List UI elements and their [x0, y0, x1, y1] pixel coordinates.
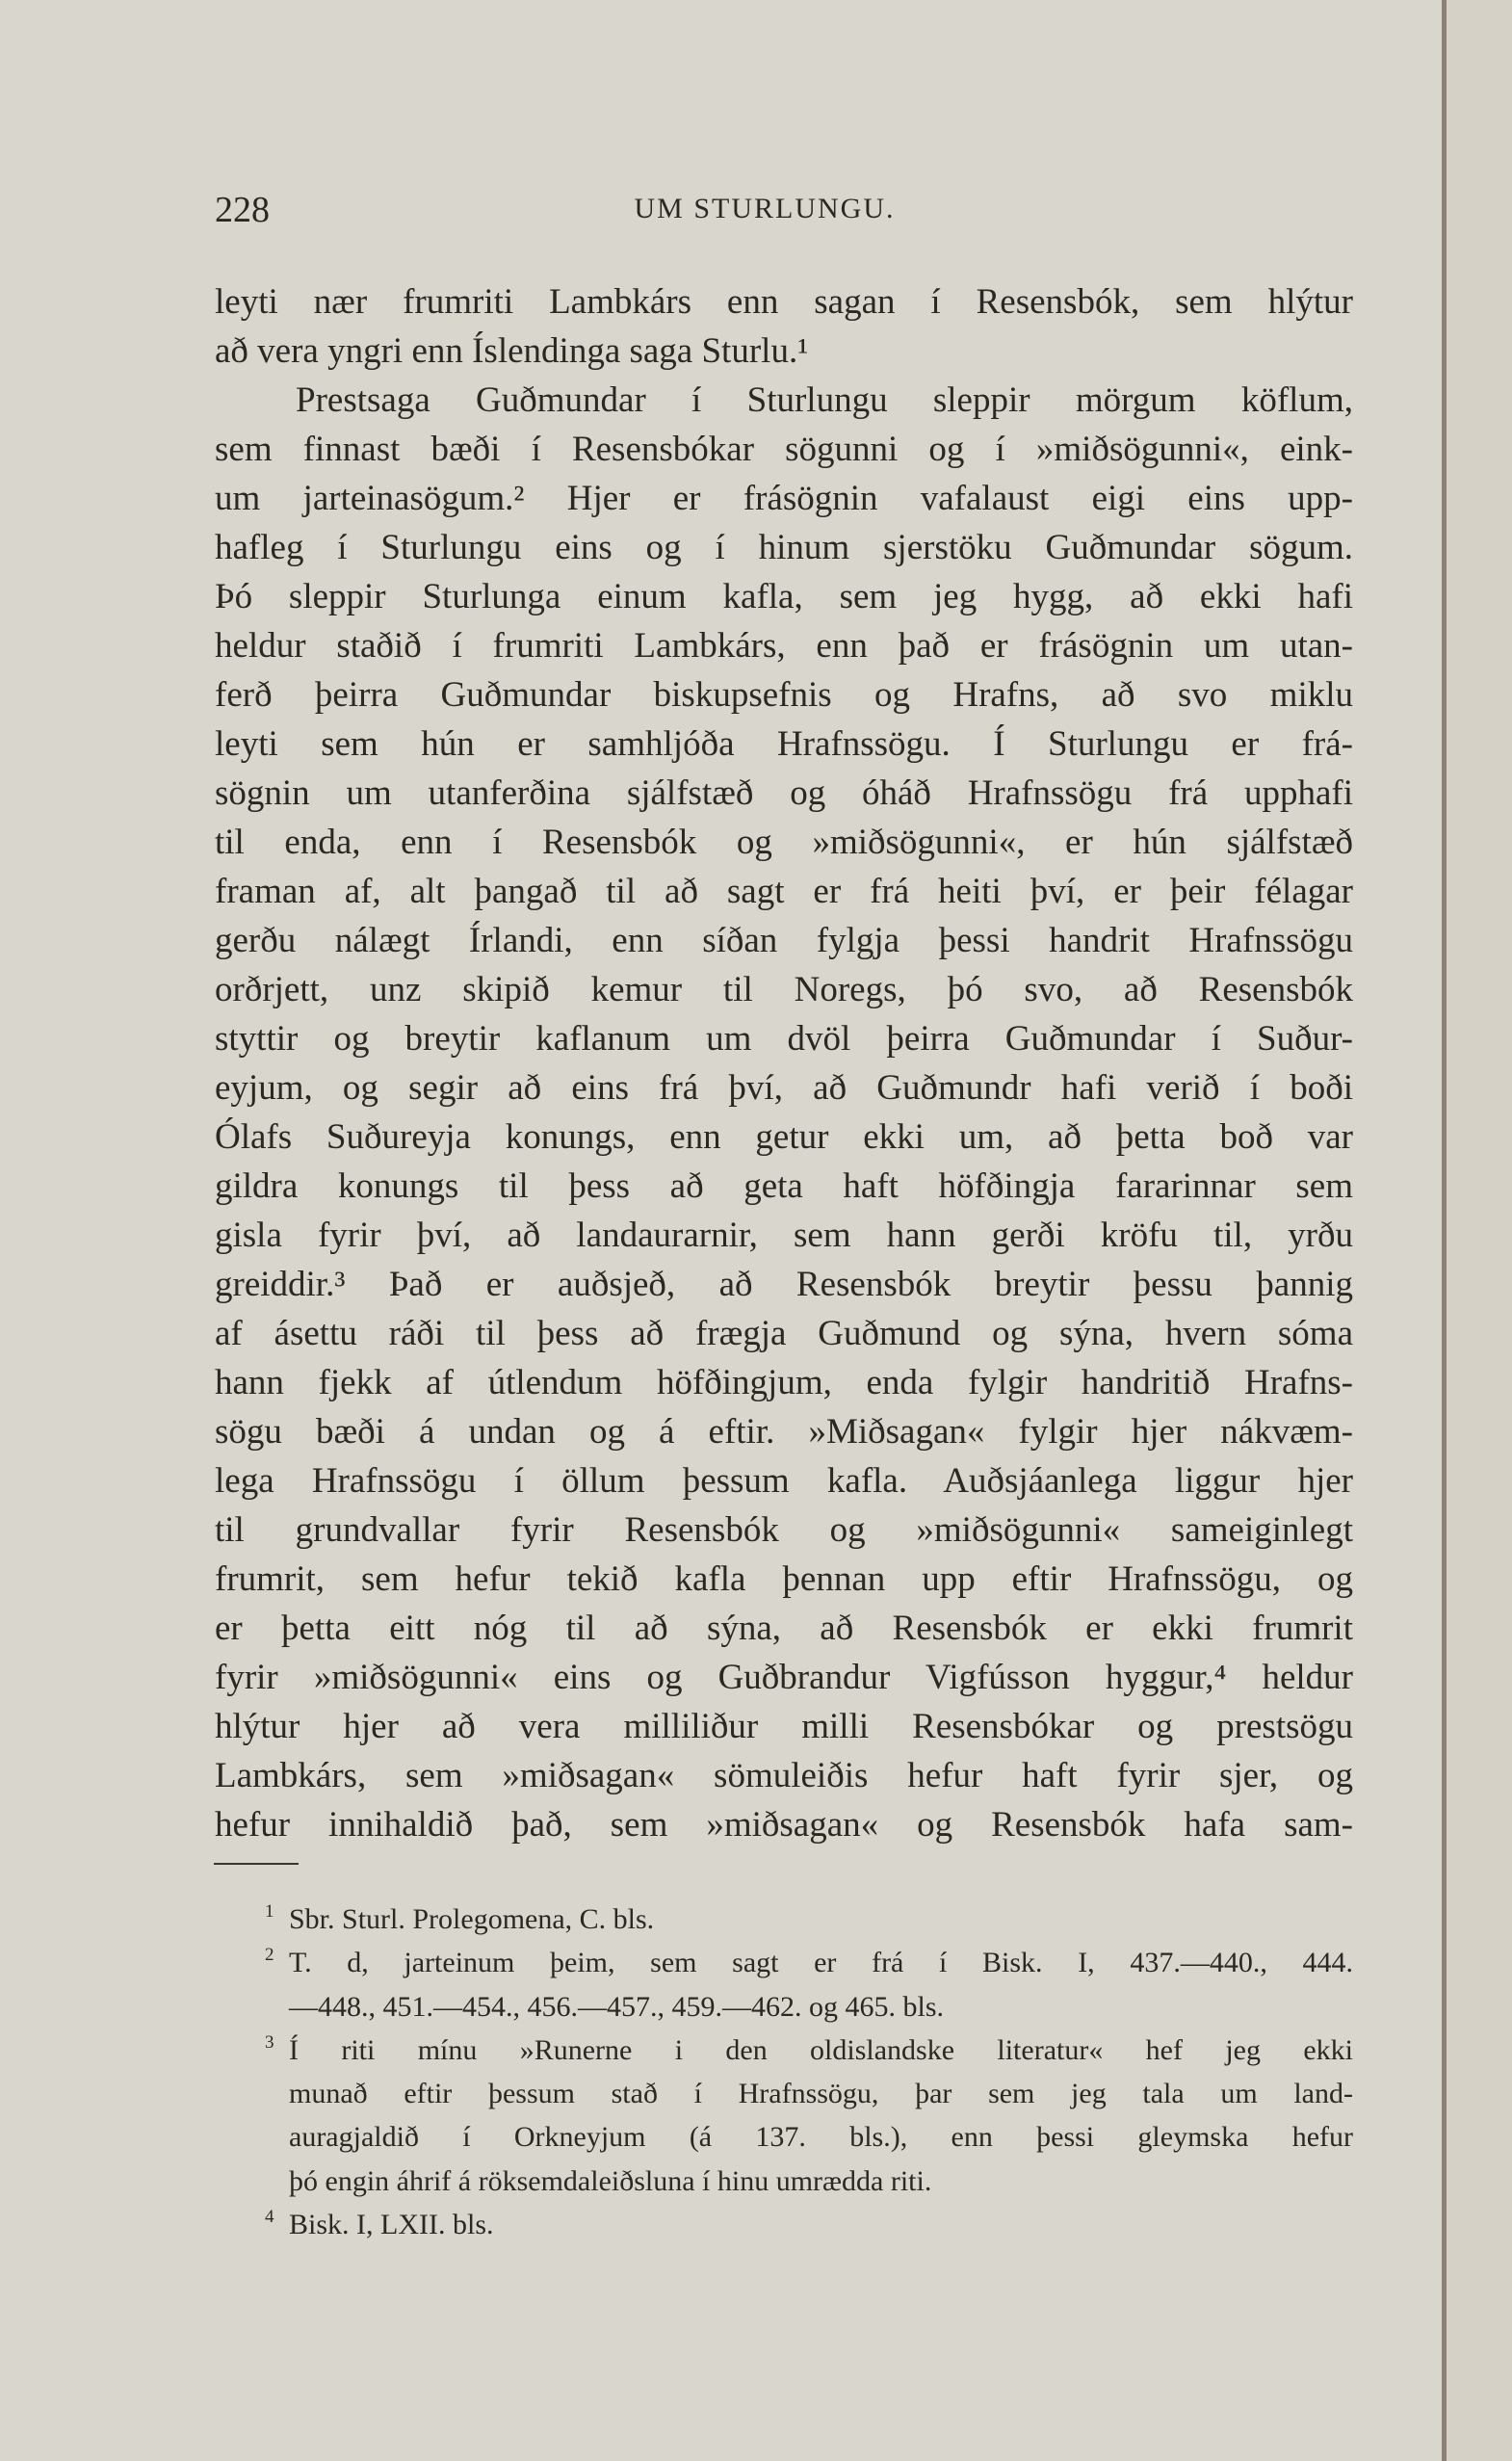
text-line: sögnin um utanferðina sjálfstæð og óháð Hrafnssögu frá upphafi [215, 773, 1353, 813]
footnote-line: Bisk. I, LXII. bls. [289, 2209, 494, 2241]
text-line: hafleg í Sturlungu eins og í hinum sjerstöku Guðmundar sögum. [215, 528, 1353, 567]
footnote [215, 1941, 1353, 2029]
text-line: leyti nær frumriti Lambkárs enn sagan í Resensbók, sem hlýtur [215, 282, 1353, 322]
text-line: framan af, alt þangað til að sagt er frá heiti því, er þeir félagar [215, 872, 1353, 911]
running-title: UM STURLUNGU. [634, 193, 896, 224]
text-line: að vera yngri enn Íslendinga saga Sturlu.¹ [215, 331, 809, 371]
text-line: gerðu nálægt Írlandi, enn síðan fylgja þessi handrit Hrafnssögu [215, 921, 1353, 960]
footnote-marker: 4 [265, 2207, 274, 2228]
text-line: sem finnast bæði í Resensbókar sögunni og í »miðsögunni«, eink- [215, 430, 1353, 469]
text-line: Ólafs Suðureyja konungs, enn getur ekki um, að þetta boð var [215, 1117, 1353, 1157]
footnote [215, 1898, 1353, 1941]
text-line: hefur innihaldið það, sem »miðsagan« og Resensbók hafa sam- [215, 1805, 1353, 1845]
text-line: Lambkárs, sem »miðsagan« sömuleiðis hefur haft fyrir sjer, og [215, 1756, 1353, 1795]
page-header [215, 189, 1353, 231]
footnote-line: T. d, jarteinum þeim, sem sagt er frá í Bisk. I, 437.—440., 444. [289, 1947, 1353, 1979]
text-line: styttir og breytir kaflanum um dvöl þeirra Guðmundar í Suður- [215, 1019, 1353, 1059]
text-line: eyjum, og segir að eins frá því, að Guðmundr hafi verið í boði [215, 1068, 1353, 1108]
footnote-line: auragjaldið í Orkneyjum (á 137. bls.), enn þessi gleymska hefur [289, 2121, 1353, 2154]
text-line: Prestsaga Guðmundar í Sturlungu sleppir mörgum köflum, [296, 380, 1353, 420]
text-line: fyrir »miðsögunni« eins og Guðbrandur Vigfússon hyggur,⁴ heldur [215, 1658, 1353, 1697]
adjacent-page-edge [1447, 0, 1512, 2461]
text-line: til grundvallar fyrir Resensbók og »miðsögunni« sameiginlegt [215, 1510, 1353, 1550]
footnote-marker: 3 [265, 2031, 274, 2053]
footnote [215, 2203, 1353, 2246]
text-line: leyti sem hún er samhljóða Hrafnssögu. Í Sturlungu er frá- [215, 724, 1353, 764]
text-line: sögu bæði á undan og á eftir. »Miðsagan« fylgir hjer nákvæm- [215, 1412, 1353, 1452]
text-line: Þó sleppir Sturlunga einum kafla, sem jeg hygg, að ekki hafi [215, 577, 1353, 616]
footnote-line: Sbr. Sturl. Prolegomena, C. bls. [289, 1903, 655, 1935]
text-line: gisla fyrir því, að landaurarnir, sem hann gerði kröfu til, yrðu [215, 1216, 1353, 1255]
text-line: er þetta eitt nóg til að sýna, að Resensbók er ekki frumrit [215, 1609, 1353, 1648]
footnote-marker: 2 [265, 1945, 274, 1966]
text-line: greiddir.³ Það er auðsjeð, að Resensbók breytir þessu þannig [215, 1265, 1353, 1304]
text-line: orðrjett, unz skipið kemur til Noregs, þó svo, að Resensbók [215, 970, 1353, 1009]
book-gutter [1442, 0, 1447, 2461]
text-line: heldur staðið í frumriti Lambkárs, enn það er frásögnin um utan- [215, 626, 1353, 666]
text-line: frumrit, sem hefur tekið kafla þennan upp eftir Hrafnssögu, og [215, 1559, 1353, 1599]
text-line: ferð þeirra Guðmundar biskupsefnis og Hrafns, að svo miklu [215, 675, 1353, 715]
text-line: lega Hrafnssögu í öllum þessum kafla. Auðsjáanlega liggur hjer [215, 1461, 1353, 1501]
text-line: til enda, enn í Resensbók og »miðsögunni«, er hún sjálfstæð [215, 823, 1353, 862]
text-line: gildra konungs til þess að geta haft höfðingja fararinnar sem [215, 1166, 1353, 1206]
text-line: um jarteinasögum.² Hjer er frásögnin vafalaust eigi eins upp- [215, 479, 1353, 518]
footnote-line: þó engin áhrif á röksemdaleiðsluna í hinu umrædda riti. [289, 2164, 932, 2197]
text-line: af ásettu ráði til þess að frægja Guðmund og sýna, hvern sóma [215, 1314, 1353, 1353]
text-line: hlýtur hjer að vera milliliður milli Resensbókar og prestsögu [215, 1707, 1353, 1746]
text-line: hann fjekk af útlendum höfðingjum, enda fylgir handritið Hrafns- [215, 1363, 1353, 1402]
footnote-marker: 1 [265, 1901, 274, 1922]
footnote-line: munað eftir þessum stað í Hrafnssögu, þar sem jeg tala um land- [289, 2078, 1353, 2110]
footnotes [215, 1898, 1353, 2246]
footnote-rule [214, 1863, 299, 1865]
footnote-line: Í riti mínu »Runerne i den oldislandske literatur« hef jeg ekki [289, 2033, 1353, 2066]
page-number: 228 [215, 190, 270, 230]
footnote [215, 2029, 1353, 2203]
footnote-line: —448., 451.—454., 456.—457., 459.—462. og 465. bls. [289, 1990, 945, 2023]
body-text [215, 277, 1353, 1849]
